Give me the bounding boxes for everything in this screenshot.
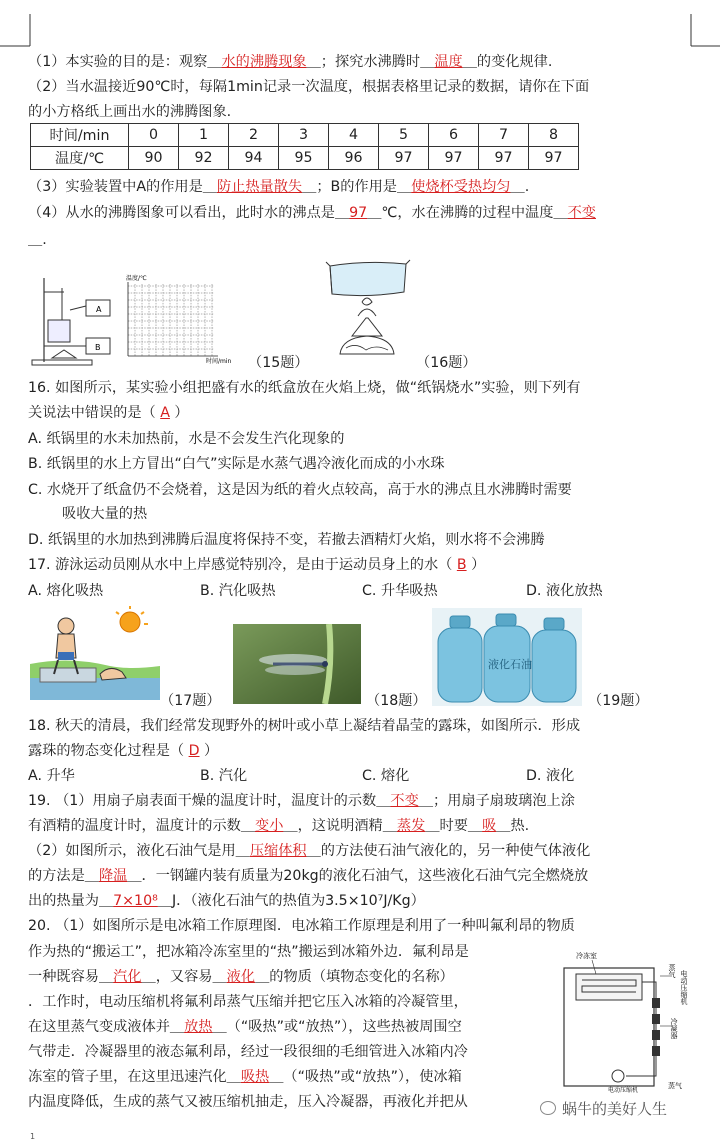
table-cell: 8 — [529, 124, 579, 147]
caption-19: （19题） — [588, 693, 649, 709]
q17-option-a: A. 熔化吸热 — [28, 583, 104, 599]
q18-option-c: C. 熔化 — [362, 768, 410, 784]
answer-blank: 降温 — [98, 868, 128, 884]
q16-option-b: B. 纸锅里的水上方冒出“白气”实际是水蒸气遇冷液化而成的小水珠 — [28, 456, 445, 472]
table-header-cell: 时间/min — [31, 124, 129, 147]
grid-ylabel: 温度/℃ — [126, 275, 147, 282]
crop-mark-top-left — [0, 0, 36, 52]
footer-mark: 1 — [30, 1132, 36, 1141]
vapor-label-bottom: 蒸气 — [668, 1082, 682, 1090]
table-cell: 0 — [129, 124, 179, 147]
q20-line5: 在这里蒸气变成液体并＿放热＿（“吸热”或“放热”），这些热被周围空 — [28, 1019, 462, 1035]
swimmer-figure — [30, 604, 160, 700]
q15-part4-end: ＿. — [28, 232, 47, 248]
q20-line4: ．工作时，电动压缩机将氟利昂蒸气压缩并把它压入冰箱的冷凝管里， — [28, 994, 468, 1010]
answer-blank: 不变 — [567, 205, 596, 221]
condenser-label: 冷凝器 — [670, 1018, 678, 1039]
q19-line3: （2）如图所示，液化石油气是用＿压缩体积＿的方法使石油气液化的，另一种使气体液化 — [28, 843, 591, 859]
table-cell: 90 — [129, 147, 179, 170]
compressor-label-bottom: 电动压缩机 — [608, 1087, 639, 1094]
answer-blank: 7×10⁸ — [113, 893, 158, 909]
vapor-label: 蒸气 — [668, 964, 676, 978]
caption-17: （17题） — [160, 693, 221, 709]
gas-tanks-photo — [432, 608, 582, 706]
grid-xlabel: 时间/min — [206, 358, 232, 365]
q16-option-c-cont: 吸收大量的热 — [62, 506, 148, 522]
answer-blank: 蒸发 — [396, 818, 426, 834]
q20-line6: 气带走．冷凝器里的液态氟利昂，经过一段很细的毛细管进入冰箱内冷 — [28, 1044, 468, 1060]
answer-blank: 液化 — [226, 969, 256, 985]
q19-line2: 有酒精的温度计时，温度计的示数＿变小＿，这说明酒精＿蒸发＿时要＿吸＿热. — [28, 818, 530, 834]
table-row — [31, 147, 579, 170]
table-cell: 3 — [279, 124, 329, 147]
answer-blank: 汽化 — [113, 969, 142, 985]
answer-blank: 防止热量散失 — [216, 179, 303, 195]
graph-grid-figure — [118, 272, 248, 368]
wechat-icon — [540, 1101, 556, 1115]
dragonfly-photo — [233, 624, 361, 704]
table-cell: 92 — [179, 147, 229, 170]
q15-part3: （3）实验装置中A的作用是＿防止热量散失＿；B的作用是＿使烧杯受热均匀＿. — [28, 179, 530, 195]
q15-part1: （1）本实验的目的是：观察＿水的沸腾现象＿；探究水沸腾时＿温度＿的变化规律. — [28, 54, 553, 70]
q17-option-c: C. 升华吸热 — [362, 583, 438, 599]
boiling-apparatus-figure — [28, 270, 118, 370]
table-cell: 97 — [479, 147, 529, 170]
table-cell: 97 — [429, 147, 479, 170]
table-cell: 1 — [179, 124, 229, 147]
q20-line2: 作为热的“搬运工”，把冰箱冷冻室里的“热”搬运到冰箱外边．氟利昂是 — [28, 944, 469, 960]
q19-line4: 的方法是＿降温＿．一钢罐内装有质量为20kg的液化石油气，这些液化石油气完全燃烧放 — [28, 868, 589, 884]
answer-blank: 压缩体积 — [249, 843, 307, 859]
q20-line8: 内温度降低，生成的蒸气又被压缩机抽走，压入冷凝器，再液化并把从 — [28, 1094, 468, 1110]
table-cell: 97 — [379, 147, 429, 170]
q17-option-d: D. 液化放热 — [526, 583, 603, 599]
table-cell: 4 — [329, 124, 379, 147]
q15-part2-line1: （2）当水温接近90℃时，每隔1min记录一次温度，根据表格里记录的数据，请你在下面 — [28, 79, 590, 95]
answer-choice: D — [188, 743, 200, 759]
table-cell: 6 — [429, 124, 479, 147]
answer-choice: B — [456, 557, 467, 573]
refrigerator-diagram — [556, 946, 706, 1094]
answer-blank: 不变 — [390, 793, 419, 809]
q16-option-c: C. 水烧开了纸盒仍不会烧着，这是因为纸的着火点较高，高于水的沸点且水沸腾时需要 — [28, 482, 572, 498]
table-header-cell: 温度/℃ — [31, 147, 129, 170]
table-cell: 2 — [229, 124, 279, 147]
q15-part4: （4）从水的沸腾图象可以看出，此时水的沸点是＿97＿℃，水在沸腾的过程中温度＿不变 — [28, 205, 596, 221]
q19-line5: 出的热量为＿7×10⁸＿J．（液化石油气的热值为3.5×10⁷J/Kg） — [28, 893, 425, 909]
table-row — [31, 124, 579, 147]
q19-line1: 19. （1）用扇子扇表面干燥的温度计时，温度计的示数＿不变＿；用扇子扇玻璃泡上涂 — [28, 793, 575, 809]
table-cell: 5 — [379, 124, 429, 147]
answer-blank: 放热 — [184, 1019, 213, 1035]
q15-part2-line2: 的小方格纸上画出水的沸腾图象. — [28, 104, 232, 120]
answer-blank: 变小 — [255, 818, 284, 834]
q20-line1: 20. （1）如图所示是电冰箱工作原理图．电冰箱工作原理是利用了一种叫氟利昂的物质 — [28, 918, 575, 934]
q16-stem-line1: 16. 如图所示，某实验小组把盛有水的纸盒放在火焰上烧，做“纸锅烧水”实验，则下列有 — [28, 380, 581, 396]
caption-18: （18题） — [366, 693, 427, 709]
table-cell: 7 — [479, 124, 529, 147]
answer-blank: 吸 — [482, 818, 497, 834]
caption-15: （15题） — [248, 355, 309, 371]
answer-blank: 吸热 — [240, 1069, 270, 1085]
watermark — [540, 1098, 667, 1119]
q16-option-a: A. 纸锅里的水未加热前，水是不会发生汽化现象的 — [28, 431, 345, 447]
table-cell: 97 — [529, 147, 579, 170]
q18-option-d: D. 液化 — [526, 768, 575, 784]
answer-blank: 97 — [349, 205, 368, 221]
watermark-text: 蜗牛的美好人生 — [562, 1100, 668, 1118]
q20-line7: 冻室的管子里，在这里迅速汽化＿吸热＿（“吸热”或“放热”），使冰箱 — [28, 1069, 462, 1085]
tank-label: 液化石油 — [488, 658, 532, 671]
q17-option-b: B. 汽化吸热 — [200, 583, 276, 599]
freezer-label: 冷冻室 — [576, 952, 597, 960]
table-cell: 94 — [229, 147, 279, 170]
answer-blank: 温度 — [434, 54, 463, 70]
q18-stem-line2: 露珠的物态变化过程是（ D ） — [28, 743, 219, 759]
answer-choice: A — [160, 405, 170, 421]
compressor-label-vertical: 电动压缩机 — [680, 970, 688, 1005]
q17-stem: 17. 游泳运动员刚从水中上岸感觉特别冷，是由于运动员身上的水（ B ） — [28, 557, 486, 573]
table-cell: 95 — [279, 147, 329, 170]
q16-option-d: D. 纸锅里的水加热到沸腾后温度将保持不变，若撤去酒精灯火焰，则水将不会沸腾 — [28, 532, 545, 548]
q20-line3: 一种既容易＿汽化＿，又容易＿液化＿的物质（填物态变化的名称） — [28, 969, 454, 985]
data-table — [30, 123, 579, 170]
label-b: B — [95, 343, 101, 352]
q18-option-b: B. 汽化 — [200, 768, 248, 784]
q16-stem-line2: 关说法中错误的是（ A ） — [28, 405, 189, 421]
table-cell: 96 — [329, 147, 379, 170]
answer-blank: 使烧杯受热均匀 — [411, 179, 511, 195]
q18-option-a: A. 升华 — [28, 768, 75, 784]
label-a: A — [96, 305, 102, 314]
crop-mark-top-right — [686, 0, 720, 52]
q18-stem-line1: 18. 秋天的清晨，我们经常发现野外的树叶或小草上凝结着晶莹的露珠，如图所示．形成 — [28, 718, 581, 734]
paper-pot-figure — [322, 258, 412, 370]
caption-16: （16题） — [416, 355, 477, 371]
answer-blank: 水的沸腾现象 — [221, 54, 307, 70]
